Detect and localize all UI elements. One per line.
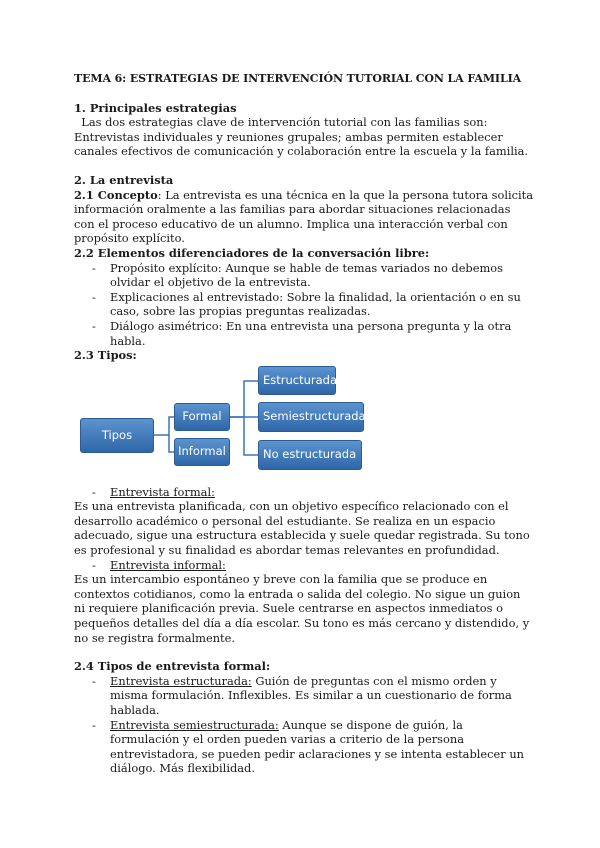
diagram-formal-box: Formal (174, 403, 230, 431)
formal-type-text: Aunque se dispone de guión, la formulación y el orden pueden varias a criterio de la persona entrevistadora, se pueden pedir aclaraciones y se intenta establecer un diálogo. Más flexibilidad. (110, 717, 524, 776)
list-item (74, 718, 534, 776)
document-title: TEMA 6: ESTRATEGIAS DE INTERVENCIÓN TUTORIAL CON LA FAMILIA (74, 72, 522, 85)
concept-label: 2.1 Concepto (74, 187, 158, 202)
concept-paragraph (74, 188, 534, 246)
formal-type-text: Guión de preguntas con el mismo orden y misma formulación. Inflexibles. Es similar a un cuestionario de forma hablada. (110, 673, 512, 717)
informal-label-list (74, 558, 534, 573)
section-1-text-content: Las dos estrategias clave de intervención tutorial con las familias son: Entrevistas individuales y reuniones grupales; ambas permiten establecer canales efectivos de comunicación y colaboración entre la escuela y la familia. (74, 115, 529, 159)
informal-label: Entrevista informal: (110, 557, 226, 572)
formal-type-label: Entrevista semiestructurada: (110, 717, 279, 732)
diagram-root-box: Tipos (80, 418, 154, 453)
informal-text: Es un intercambio espontáneo y breve con la familia que se produce en contextos cotidianos, como la entrada o salida del colegio. No sigue un guion ni requiere planificación previa. Suele centrarse en aspectos inmediatos o pequeños detalles del día a día escolar. Su tono es más cercano y distendido, y no se registra formalmente. (74, 572, 530, 645)
diagram-estructurada-box: Estructurada (258, 366, 336, 395)
connector-root-formal (154, 417, 174, 435)
connector-formal-no-estructurada (244, 417, 258, 455)
formal-label-list (74, 485, 534, 500)
elements-list (74, 261, 534, 349)
list-item (74, 674, 534, 718)
diagram-semiestructurada-box: Semiestructurada (258, 402, 364, 432)
section-2-heading: 2. La entrevista (74, 172, 174, 187)
list-item (74, 485, 534, 500)
section-1-heading: 1. Principales estrategias (74, 100, 237, 115)
types-diagram (74, 363, 534, 485)
formal-types-list (74, 674, 534, 776)
formal-types-heading: 2.4 Tipos de entrevista formal: (74, 659, 271, 674)
list-item: - Explicaciones al entrevistado: Sobre la finalidad, la orientación o en su caso, sobre las propias preguntas realizadas. (74, 290, 534, 319)
section-1-text (74, 115, 534, 159)
document-page (74, 72, 534, 776)
formal-text: Es una entrevista planificada, con un objetivo específico relacionado con el desarrollo académico o personal del estudiante. Se realiza en un espacio adecuado, sigue una estructura establecida y suele quedar registrada. Su tono es profesional y su finalidad es abordar temas relevantes en profundidad. (74, 499, 530, 558)
connector-formal-estructurada (230, 381, 258, 417)
formal-type-label: Entrevista estructurada: (110, 673, 252, 688)
types-heading: 2.3 Tipos: (74, 348, 137, 363)
concept-text: : La entrevista es una técnica en la que la persona tutora solicita información oralmente a las familias para abordar situaciones relacionadas con el proceso educativo de un alumno. Implica una interacción verbal con propósito explícito. (74, 187, 533, 246)
list-item: - Propósito explícito: Aunque se hable de temas variados no debemos olvidar el objetivo de la entrevista. (74, 261, 534, 290)
elements-heading: 2.2 Elementos diferenciadores de la conversación libre: (74, 245, 430, 260)
list-item: - Diálogo asimétrico: En una entrevista una persona pregunta y la otra habla. (74, 319, 534, 348)
diagram-no-estructurada-box: No estructurada (258, 440, 362, 470)
formal-label: Entrevista formal: (110, 484, 215, 499)
list-item (74, 558, 534, 573)
diagram-informal-box: Informal (174, 438, 230, 466)
